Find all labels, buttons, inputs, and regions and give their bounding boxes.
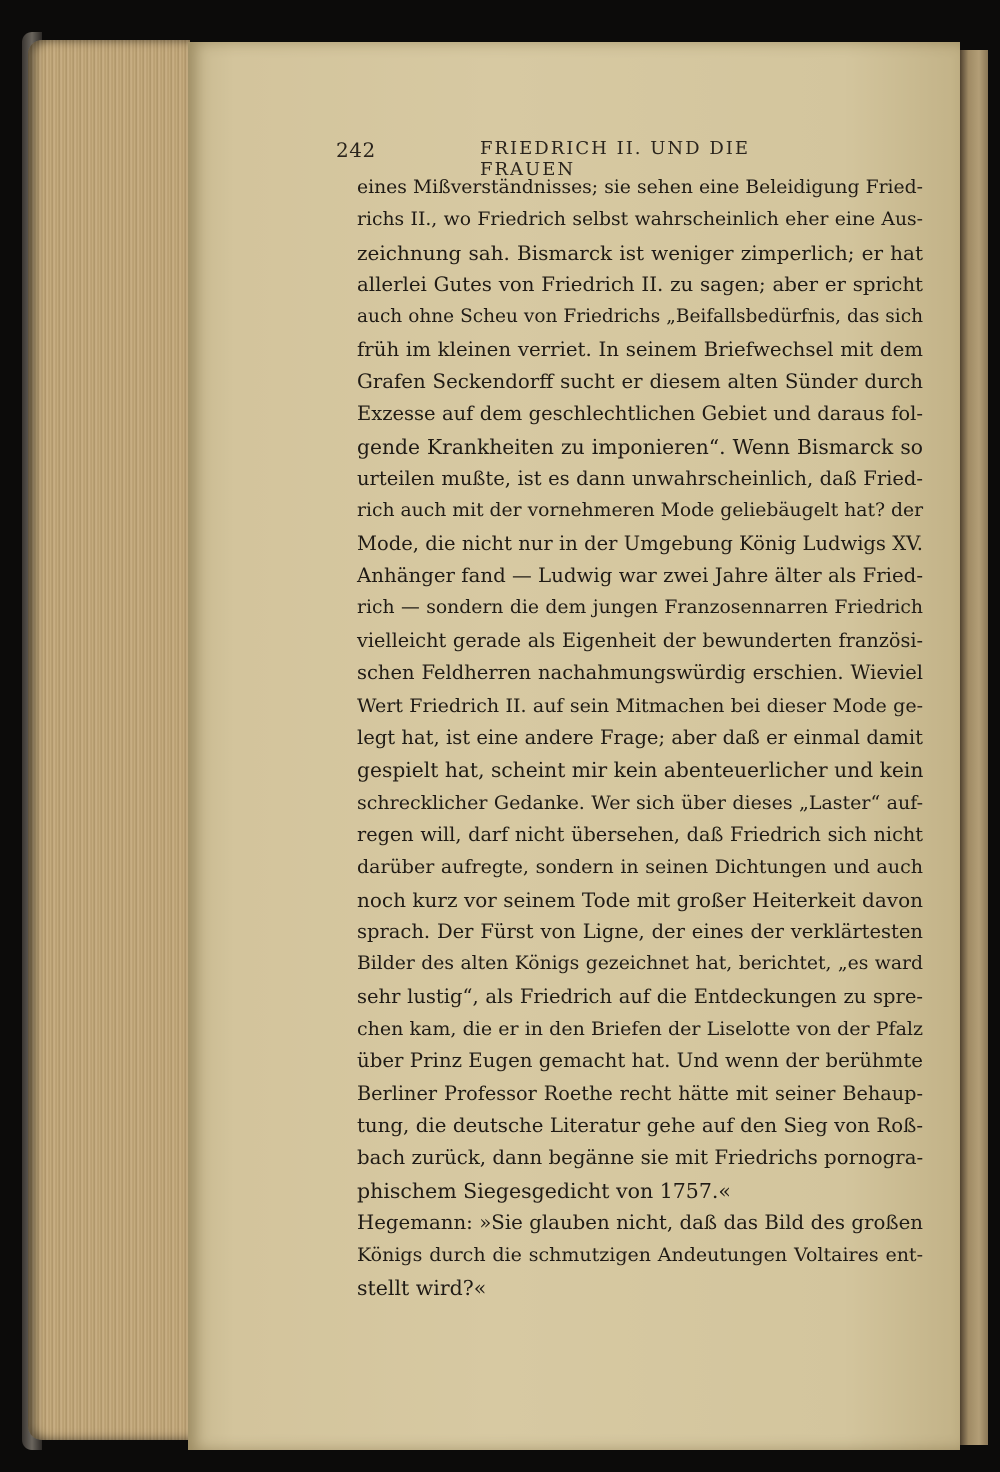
- text-line: Hegemann: »Sie glauben nicht, daß das Bild des großen: [357, 1211, 923, 1234]
- text-line: rich auch mit der vornehmeren Mode geliebäugelt hat? der: [357, 500, 924, 522]
- facing-page-edge: [958, 50, 988, 1445]
- text-line: Grafen Seckendorff sucht er diesem alten Sünder durch: [357, 370, 923, 394]
- text-line: schrecklicher Gedanke. Wer sich über dieses „Laster“ auf-: [357, 791, 923, 814]
- text-line: auch ohne Scheu von Friedrichs „Beifallsbedürfnis, das sich: [357, 306, 923, 328]
- text-line: richs II., wo Friedrich selbst wahrscheinlich eher eine Aus-: [357, 209, 923, 231]
- text-line: Königs durch die schmutzigen Andeutungen Voltaires ent-: [357, 1244, 923, 1267]
- text-line: gespielt hat, scheint mir kein abenteuerlicher und kein: [357, 758, 924, 783]
- text-line: Mode, die nicht nur in der Umgebung König Ludwigs XV.: [357, 531, 923, 555]
- text-line: vielleicht gerade als Eigenheit der bewunderten französi-: [357, 628, 923, 652]
- body-text: [357, 172, 923, 1304]
- text-line: zeichnung sah. Bismarck ist weniger zimperlich; er hat: [357, 240, 923, 265]
- text-line: tung, die deutsche Literatur gehe auf den Sieg von Roß-: [357, 1113, 923, 1137]
- page-edges: [28, 40, 190, 1440]
- text-line: über Prinz Eugen gemacht hat. Und wenn der berühmte: [357, 1049, 923, 1073]
- text-line: früh im kleinen verriet. In seinem Briefwechsel mit dem: [357, 337, 923, 361]
- text-line: schen Feldherren nachahmungswürdig erschien. Wieviel: [357, 661, 923, 685]
- text-line: darüber aufregte, sondern in seinen Dichtungen und auch: [357, 856, 923, 879]
- text-line: rich — sondern die dem jungen Franzosennarren Friedrich: [357, 597, 923, 619]
- text-line: eines Mißverständnisses; sie sehen eine Beleidigung Fried-: [357, 177, 923, 198]
- text-line: sprach. Der Fürst von Ligne, der eines der verklärtesten: [357, 919, 923, 943]
- page-header: [336, 138, 836, 180]
- page-number: 242: [336, 138, 376, 162]
- text-line: Exzesse auf dem geschlechtlichen Gebiet und daraus fol-: [357, 402, 923, 426]
- text-line: bach zurück, dann begänne sie mit Friedrichs pornogra-: [357, 1146, 924, 1170]
- text-line: sehr lustig“, als Friedrich auf die Entdeckungen zu spre-: [357, 984, 923, 1008]
- text-line: regen will, darf nicht übersehen, daß Friedrich sich nicht: [357, 822, 923, 846]
- text-line: noch kurz vor seinem Tode mit großer Heiterkeit davon: [357, 887, 923, 912]
- text-line: Anhänger fand — Ludwig war zwei Jahre älter als Fried-: [357, 564, 923, 588]
- text-line: gende Krankheiten zu imponieren“. Wenn Bismarck so: [357, 434, 923, 459]
- text-line: stellt wird?«: [357, 1275, 487, 1300]
- text-line: chen kam, die er in den Briefen der Liselotte von der Pfalz: [357, 1017, 923, 1040]
- text-line: Berliner Professor Roethe recht hätte mit seiner Behaup-: [357, 1081, 923, 1105]
- text-line: phischem Siegesgedicht von 1757.«: [357, 1178, 731, 1203]
- text-line: allerlei Gutes von Friedrich II. zu sagen; aber er spricht: [357, 273, 923, 297]
- text-line: legt hat, ist eine andere Frage; aber daß er einmal damit: [357, 725, 923, 749]
- text-line: Bilder des alten Königs gezeichnet hat, berichtet, „es ward: [357, 953, 923, 975]
- running-title: FRIEDRICH II. UND DIE FRAUEN: [480, 138, 750, 180]
- text-line: Wert Friedrich II. auf sein Mitmachen bei dieser Mode ge-: [357, 694, 923, 717]
- text-line: urteilen mußte, ist es dann unwahrscheinlich, daß Fried-: [357, 467, 923, 491]
